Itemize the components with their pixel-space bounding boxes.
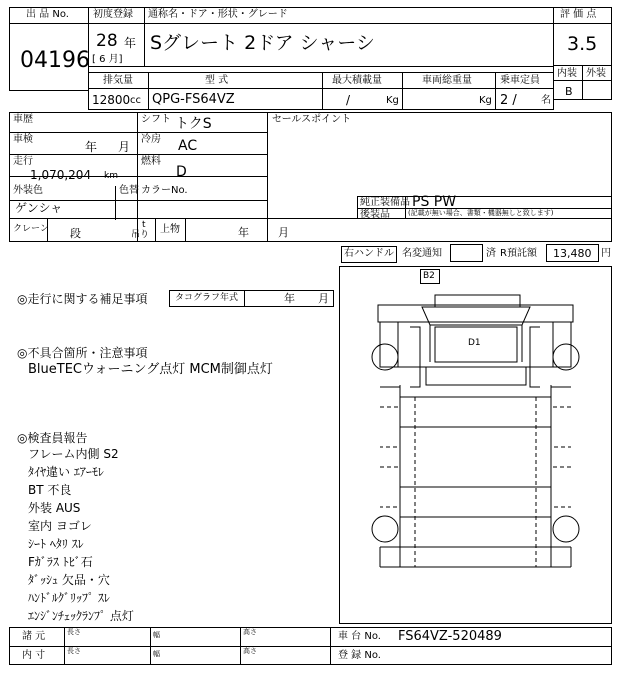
width-label: 幅 (153, 650, 160, 658)
std-equip-value: PS PW (412, 194, 457, 210)
chassis-no: FS64VZ-520489 (398, 629, 502, 644)
tax-label: 済 (486, 248, 496, 259)
color-no-label: 色替 (119, 185, 139, 196)
inspector-line: 室内 ヨゴレ (28, 519, 92, 533)
shift-value: トクS (175, 116, 212, 132)
score-value: 3.5 (567, 33, 598, 55)
ext-color-value: ゲンシャ (15, 201, 63, 215)
tacho-year-unit: 年 (284, 292, 295, 305)
spec-label: 諸 元 (22, 631, 46, 642)
inspector-line: ｼｰﾄ ﾍﾀﾘ ｽﾚ (28, 537, 84, 551)
interior-label: 内装 (557, 68, 577, 79)
model-desc-label: 通称名・ドア・形状・グレード (148, 9, 288, 20)
sales-point-label: セールスポイント (272, 114, 352, 125)
model-code: QPG-FS64VZ (152, 92, 235, 107)
max-load-label: 最大積載量 (332, 75, 382, 86)
chassis-label: 車 台 No. (338, 631, 381, 642)
fuel-label: 燃料 (141, 156, 161, 167)
inspector-line: ﾊﾝﾄﾞﾙｸﾞﾘｯﾌﾟ ｽﾚ (28, 591, 110, 605)
crane-ton: t (142, 220, 146, 230)
inspection-month-unit: 月 (118, 140, 131, 154)
inspector-line: フレーム内側 S2 (28, 447, 119, 461)
yen-label: 円 (601, 248, 611, 259)
defect-heading: ◎不具合箇所・注意事項 (17, 346, 148, 360)
inspection-year-unit: 年 (85, 140, 98, 154)
crane-month-unit: 月 (278, 226, 289, 239)
model-desc: Sグレート 2ドア シャーシ (150, 32, 375, 54)
first-reg-year: 28 (96, 31, 118, 51)
exterior-label: 外装 (586, 68, 606, 79)
shift-label: シフト (141, 114, 171, 125)
defect-text: BlueTECウォーニング点灯 MCM制御点灯 (28, 362, 273, 377)
crane-top-label: 上物 (160, 224, 180, 235)
color-code-label: カラーNo. (141, 185, 188, 196)
length-label: 長さ (67, 628, 81, 636)
displacement-value: 12800 (92, 93, 131, 107)
inspector-line: BT 不良 (28, 483, 72, 497)
kg-unit-1: Kg (386, 95, 399, 106)
damage-diagram (339, 266, 612, 624)
crane-hoist: 吊り (131, 230, 150, 240)
capacity-value: 2 / (500, 93, 517, 108)
crane-label: クレーン (13, 224, 49, 234)
kg-unit-2: Kg (479, 95, 492, 106)
std-equip-label: 純正装備品 (360, 197, 410, 208)
capacity-unit: 名 (541, 95, 551, 106)
mileage-unit: km (104, 171, 118, 181)
max-load: / (346, 93, 351, 107)
year-unit: 年 (124, 36, 137, 50)
history-label: 車歴 (13, 114, 33, 125)
ext-color-label: 外装色 (13, 185, 43, 196)
inspector-line: ｴﾝｼﾞﾝﾁｪｯｸﾗﾝﾌﾟ 点灯 (28, 609, 134, 623)
gvw-label: 車両総重量 (422, 75, 472, 86)
r-deposit-label: R預託額 (500, 248, 537, 259)
r-deposit-value: 13,480 (553, 247, 592, 260)
inspector-heading: ◎検査員報告 (17, 431, 88, 445)
first-reg-month: [ 6 月] (92, 54, 123, 65)
height-label: 高さ (243, 647, 257, 655)
displacement-label: 排気量 (103, 75, 133, 86)
width-label: 幅 (153, 631, 160, 639)
inspector-line: Fｶﾞﾗｽ ﾄﾋﾞ石 (28, 555, 93, 569)
crane-year-unit: 年 (238, 226, 249, 239)
interior-grade: B (565, 85, 573, 98)
tacho-month-unit: 月 (318, 292, 329, 305)
first-reg-label: 初度登録 (93, 9, 133, 20)
inspector-line: 外装 AUS (28, 501, 81, 515)
aftermarket-label: 後装品 (360, 209, 390, 220)
lot-number: 04196 (20, 48, 90, 73)
capacity-label: 乗車定員 (500, 75, 540, 86)
height-label: 高さ (243, 628, 257, 636)
truck-outline (340, 267, 611, 623)
mileage-label: 走行 (13, 156, 33, 167)
inspection-label: 車検 (13, 134, 33, 145)
length-label: 長さ (67, 647, 81, 655)
inner-label: 内 寸 (22, 650, 46, 661)
lot-label: 出 品 No. (26, 9, 69, 20)
mark-d1: D1 (468, 338, 481, 348)
model-code-label: 型 式 (205, 75, 229, 86)
rhd-label: 右ハンドル (344, 248, 394, 259)
driving-heading: ◎走行に関する補足事項 (17, 292, 148, 306)
inspector-line: ﾀﾞｯｼｭ 欠品・穴 (28, 573, 110, 587)
score-label: 評 価 点 (560, 9, 597, 20)
mileage-value: 1,070,204 (30, 168, 92, 182)
name-change-box (450, 244, 483, 262)
reg-label: 登 録 No. (338, 650, 381, 661)
name-change-label: 名変通知 (402, 248, 442, 259)
mark-b2: B2 (423, 271, 435, 281)
ac-value: AC (178, 138, 198, 154)
aftermarket-note: (記載が無い場合、書類・機器無しと致します) (408, 209, 554, 217)
ac-label: 冷房 (141, 134, 161, 145)
fuel-value: D (176, 164, 187, 180)
inspector-line: ﾀｲﾔ違い ｴｱｰﾓﾚ (28, 465, 104, 479)
tacho-label: タコグラフ年式 (175, 293, 239, 303)
displacement-unit: cc (130, 95, 141, 106)
crane-stage: 段 (70, 227, 81, 240)
